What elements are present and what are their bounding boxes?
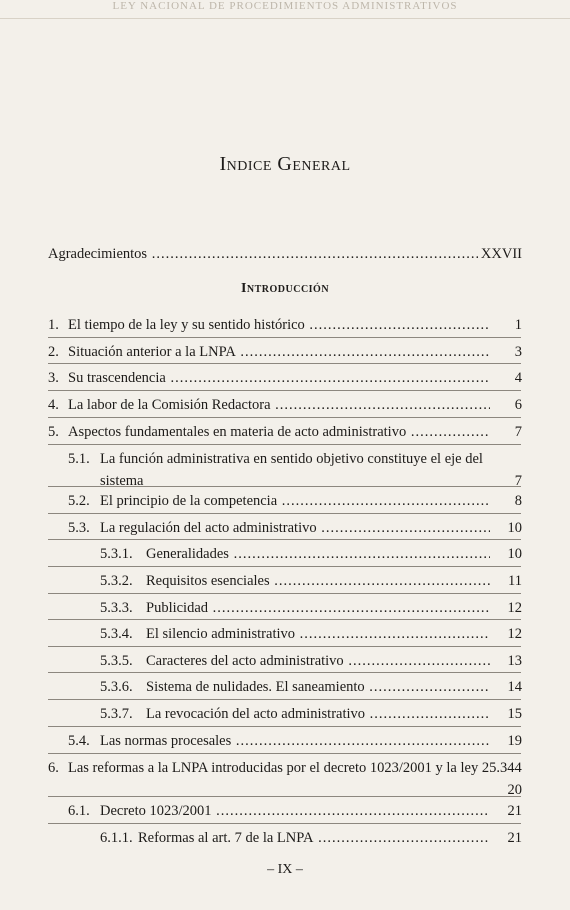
toc-entry [0,827,570,849]
entry-number: 5. [48,424,59,440]
entry-number: 5.3. [68,520,90,536]
entry-page: 12 [505,623,523,645]
entry-page: 7 [512,470,522,492]
entry-page: 20 [505,779,523,801]
toc-entry [0,490,570,512]
row-divider [48,390,521,391]
entry-number: 5.3.5. [100,653,133,669]
row-divider [48,539,521,540]
entry-page: 3 [512,341,522,363]
entry-number: 2. [48,344,59,360]
entry-number: 6.1.1. [100,830,133,846]
entry-number: 5.3.4. [100,626,133,642]
row-divider [48,672,521,673]
toc-entry [0,367,570,389]
row-divider [48,796,521,797]
entry-label: Decreto 1023/2001 ..... [100,800,490,822]
entry-number: 6.1. [68,803,90,819]
row-divider [48,513,521,514]
entry-label: La labor de la Comisión Redactora ..... [68,394,490,416]
entry-label: Sistema de nulidades. El saneamiento ..... [146,676,490,698]
toc-entry [0,730,570,752]
entry-number: 5.2. [68,493,90,509]
entry-page: 10 [505,543,523,565]
entry-number: 3. [48,370,59,386]
entry-page: 14 [505,676,523,698]
entry-number: 5.3.6. [100,679,133,695]
toc-entry [0,757,570,801]
entry-label: La función administrativa en sentido objetivo constituye el eje del sistema [100,451,483,489]
entry-page: 10 [505,517,523,539]
entry-label: Agradecimientos ..... [48,243,508,265]
row-divider [48,726,521,727]
entry-page: 21 [505,800,523,822]
toc-entry [0,623,570,645]
toc-entry [0,650,570,672]
toc-entry [0,570,570,592]
row-divider [48,646,521,647]
entry-number: 5.3.7. [100,706,133,722]
entry-label: El tiempo de la ley y su sentido histórico ..... [68,314,490,336]
entry-label: Generalidades ..... [146,543,490,565]
row-divider [48,593,521,594]
toc-entry [0,517,570,539]
entry-label: El silencio administrativo ..... [146,623,490,645]
entry-label: Requisitos esenciales ..... [146,570,490,592]
running-head: LEY NACIONAL DE PROCEDIMIENTOS ADMINISTRATIVOS [0,0,570,19]
row-divider [48,337,521,338]
entry-label: La regulación del acto administrativo ..... [100,517,490,539]
entry-label: Aspectos fundamentales en materia de acto administrativo ..... [68,421,490,443]
entry-page: 15 [505,703,523,725]
entry-label: Su trascendencia ..... [68,367,490,389]
entry-label: Publicidad ..... [146,597,490,619]
entry-number: 1. [48,317,59,333]
entry-number: 5.3.1. [100,546,133,562]
toc-entry [0,543,570,565]
entry-label: Reformas al art. 7 de la LNPA ..... [138,827,490,849]
entry-page: 19 [505,730,523,752]
entry-page: 12 [505,597,523,619]
entry-label: Las normas procesales ..... [100,730,490,752]
entry-page: 4 [512,367,522,389]
entry-label: La revocación del acto administrativo ..... [146,703,490,725]
front-matter-entry [0,243,570,265]
row-divider [48,363,521,364]
row-divider [48,566,521,567]
entry-number: 6. [48,760,59,776]
toc-entry [0,676,570,698]
row-divider [48,619,521,620]
row-divider [48,444,521,445]
entry-label: Las reformas a la LNPA introducidas por el decreto 1023/2001 y la ley 25.344 [68,760,522,776]
page-number: – IX – [267,862,303,877]
entry-label: Caracteres del acto administrativo ..... [146,650,490,672]
toc-entry [0,314,570,336]
entry-number: 5.3.3. [100,600,133,616]
row-divider [48,753,521,754]
entry-number: 4. [48,397,59,413]
row-divider [48,486,521,487]
entry-page: 1 [512,314,522,336]
row-divider [48,823,521,824]
entry-number: 5.1. [68,451,90,467]
toc-entry [0,341,570,363]
toc-entry [0,703,570,725]
entry-number: 5.4. [68,733,90,749]
entry-number: 5.3.2. [100,573,133,589]
entry-page: XXVII [478,243,522,265]
row-divider [48,417,521,418]
entry-label: El principio de la competencia ..... [100,490,490,512]
toc-entry [0,421,570,443]
toc-entry [0,800,570,822]
toc-entry [0,597,570,619]
entry-page: 8 [512,490,522,512]
entry-page: 11 [505,570,522,592]
entry-page: 6 [512,394,522,416]
entry-label: Situación anterior a la LNPA ..... [68,341,490,363]
section-heading: Introducción [240,281,330,296]
entry-page: 21 [505,827,523,849]
entry-page: 13 [505,650,523,672]
entry-page: 7 [512,421,522,443]
row-divider [48,699,521,700]
page-title: Indice General [219,153,351,175]
toc-entry [0,394,570,416]
